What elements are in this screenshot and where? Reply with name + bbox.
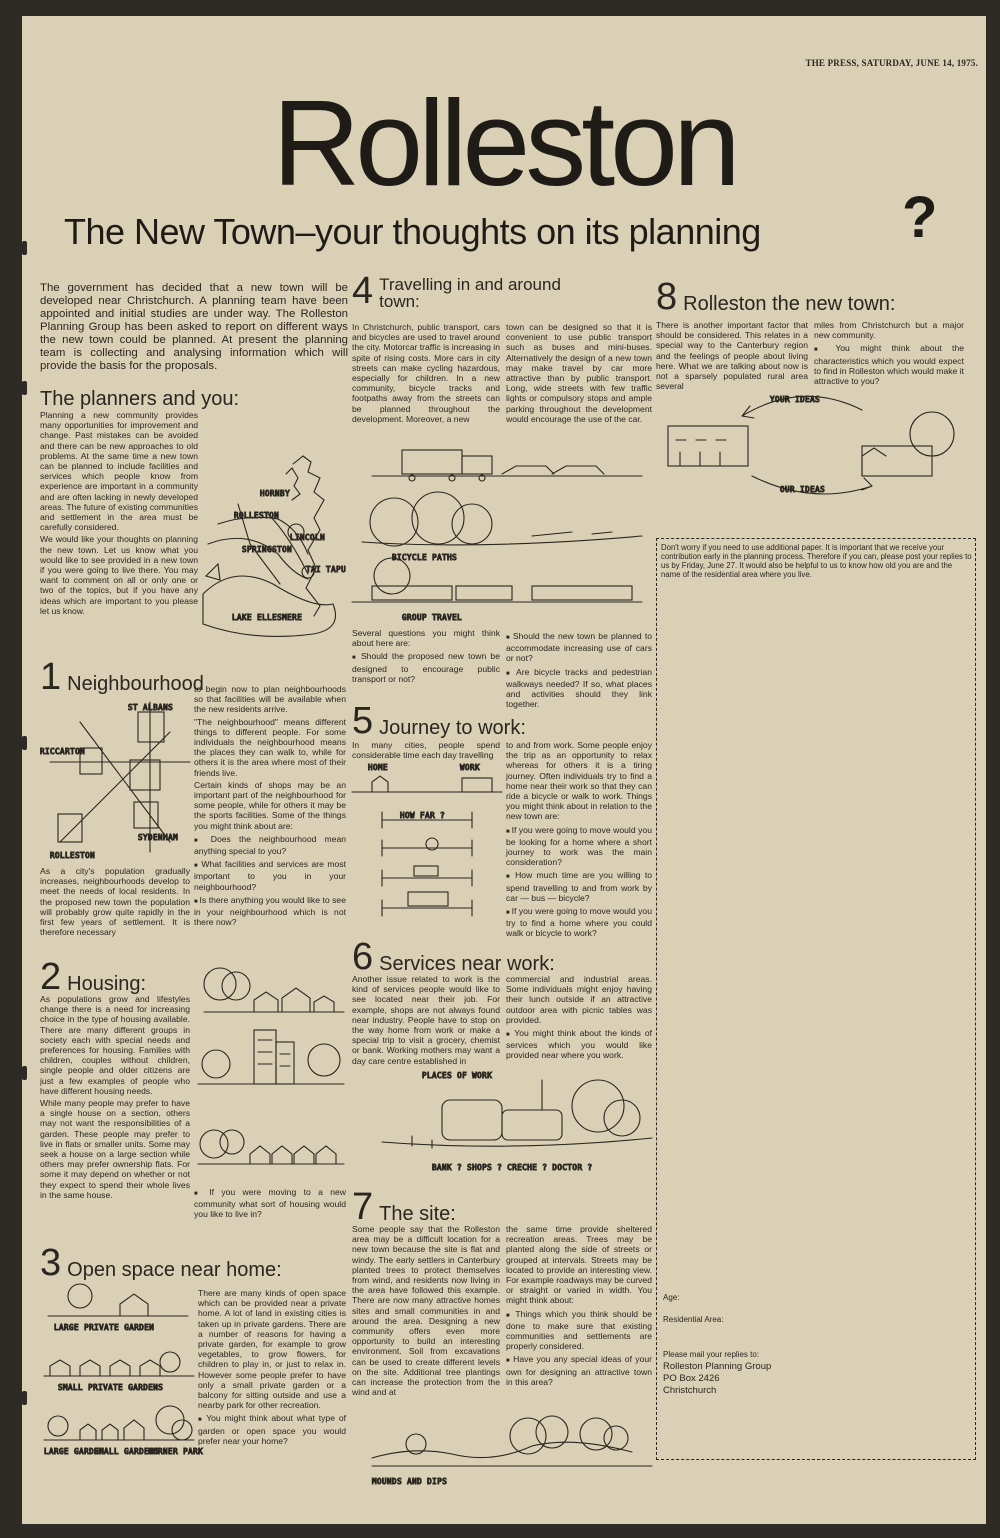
- section-number: 3: [40, 1242, 62, 1284]
- sketch-label: YOUR IDEAS: [770, 395, 821, 404]
- sketch-label: GROUP TRAVEL: [402, 613, 463, 622]
- section-1-left-text: As a city's population gradually increases, neighbourhoods develop to meet the needs of local residents. In the proposed new town the population will probably grow quite rapidly in the first few years of settlement. It is therefore necessary: [40, 866, 190, 938]
- section-4-column-2: town can be designed so that it is convenient to use public transport such as buses and mini-buses. Alternatively the design of a new town may make travel by car more attractive than by public transport. Long, wide streets with few traffic lights or compulsory stops and ample parking throughout the development would encourage the use of the car.: [506, 322, 652, 424]
- section-2-heading: [40, 958, 146, 996]
- section-6-heading: [352, 938, 555, 976]
- housing-sketches: [194, 964, 346, 1176]
- section-number: 8: [656, 276, 678, 318]
- neighbourhood-map-sketch: [40, 702, 190, 862]
- subtitle: The New Town–your thoughts on its planning: [64, 211, 761, 252]
- age-label: Age:: [663, 1293, 680, 1302]
- question: ■ If you were moving to a new community what sort of housing would you like to live in?: [194, 1187, 346, 1220]
- question: ■ If you were going to move would you try to find a home where you could walk or bicycle to work?: [506, 906, 652, 939]
- sketch-label: CORNER PARK: [148, 1447, 204, 1456]
- paragraph: "The neighbourhood" means different things to different people. For some individuals the neighbourhood means the places they can walk to, while for others it is the area where most of their friends live.: [194, 716, 346, 778]
- map-label: HORNBY: [260, 489, 291, 498]
- section-number: 2: [40, 956, 62, 998]
- sketch-label: SMALL PRIVATE GARDENS: [58, 1383, 164, 1392]
- region-map-sketch: [198, 444, 348, 644]
- section-8-heading: [656, 278, 895, 316]
- question: ■ You might think about the characteristics which you would expect to find in Rolleston which would make it attractive to you?: [814, 343, 964, 386]
- sketch-label: MOUNDS AND DIPS: [372, 1477, 448, 1486]
- section-6-column-2: [506, 974, 652, 1064]
- sketch-label: HOW FAR ?: [400, 811, 446, 820]
- planners-paragraph: Planning a new community provides many opportunities for improvement and change. Past mistakes can be avoided and there can be new approaches to old problems. At the same time a new town can be planned to include facilities and services which people know from experience are important in a community and are often lacking in newly developed areas. The future of existing communities and settlement in the area must be carefully considered.: [40, 410, 198, 533]
- planners-text: [40, 410, 198, 618]
- mail-intro: Please mail your replies to:: [663, 1350, 760, 1359]
- section-8-column-2: [814, 320, 964, 389]
- question: ■ Does the neighbourhood mean anything special to you?: [194, 834, 346, 856]
- section-number: 7: [352, 1186, 374, 1228]
- paragraph: miles from Christchurch but a major new community.: [814, 320, 964, 341]
- planners-heading: The planners and you:: [40, 388, 240, 410]
- section-1-text: [194, 684, 346, 930]
- journey-sketches: [352, 762, 502, 922]
- masthead-title: Rolleston: [272, 75, 736, 211]
- section-title: Services near work:: [379, 953, 555, 975]
- section-number: 1: [40, 656, 62, 698]
- sketch-label: SMALL GARDENS: [94, 1447, 160, 1456]
- residential-area-label: Residential Area:: [663, 1315, 724, 1324]
- sketch-label: HOME: [368, 763, 389, 772]
- paragraph: Several questions you might think about here are:: [352, 628, 500, 649]
- section-7-heading: [352, 1188, 456, 1226]
- section-5-heading: [352, 702, 526, 740]
- section-7-column-2: [506, 1224, 652, 1390]
- section-6-column-1: Another issue related to work is the kind of services people would like to see located near their job. For example, shops are not always found near industry. People have to stop on the way home from work or make a special trip to visit a grocery, chemist or bank. Working mothers may want a day care centre established in: [352, 974, 500, 1066]
- paragraph: the same time provide sheltered recreation areas. Trees may be planted along the side of streets or grouped at intervals. Streets may be located to provide an interesting view. For example roadways may be curved or straight or varied in width. You might think about:: [506, 1224, 652, 1306]
- map-label: SYDENHAM: [138, 833, 179, 842]
- section-2-text: [40, 994, 190, 1202]
- paragraph: While many people may prefer to have a single house on a section, others may not want the responsibilities of a garden. These people may prefer to live in flats or smaller units. Some may seek a house on a large section while others may prefer ownership flats. For some it may depend on whether or not they expect to spend their whole lives in the same house.: [40, 1098, 190, 1200]
- section-5-column-2: [506, 740, 652, 942]
- section-title: The site:: [379, 1203, 456, 1225]
- section-title: Neighbourhood: [67, 673, 204, 695]
- question: ■ What facilities and services are most important to you in your neighbourhood?: [194, 859, 346, 892]
- paragraph: As populations grow and lifestyles change there is a need for increasing choice in the type of housing available. There are many different groups in society each with special needs and preferences for housing. Families with children, couples without children, single people and older citizens are just a few examples of people who have different housing needs.: [40, 994, 190, 1096]
- transport-sketches: [352, 446, 652, 622]
- question: ■ Should the proposed new town be designed to encourage public transport or not?: [352, 651, 500, 684]
- map-label: RICCARTON: [40, 747, 86, 756]
- section-number: 5: [352, 700, 374, 742]
- sketch-label: PLACES OF WORK: [422, 1071, 493, 1080]
- places-of-work-sketch: [352, 1066, 652, 1176]
- question: ■ If you were going to move would you be looking for a home where a short journey to work was the main consideration?: [506, 825, 652, 868]
- question: ■ Are bicycle tracks and pedestrian walkways needed? If so, what places and activities should they link together.: [506, 667, 652, 710]
- question: ■ Things which you think should be done to make sure that existing communities and settlements are properly considered.: [506, 1309, 652, 1352]
- section-title: Open space near home:: [67, 1259, 282, 1281]
- paragraph: to begin now to plan neighbourhoods so that facilities will be available when the new residents arrive.: [194, 684, 346, 715]
- paragraph: commercial and industrial areas. Some individuals might enjoy having their lunch outside if an attractive outdoor area with picnic tables was provided.: [506, 974, 652, 1025]
- address-line: Christchurch: [663, 1385, 717, 1396]
- section-4-heading: [352, 272, 579, 310]
- planners-paragraph: We would like your thoughts on planning the new town. Let us know what you would like to see provided in a new town if you were going to live there. You may want to comment on all or only one or two of the topics, but if you have any ideas which are important to you please let us know.: [40, 534, 198, 616]
- dateline: THE PRESS, SATURDAY, JUNE 14, 1975.: [805, 58, 978, 68]
- section-title: Housing:: [67, 973, 147, 995]
- reply-form-box: [656, 538, 976, 1460]
- address-line: Rolleston Planning Group: [663, 1361, 772, 1372]
- paragraph: Certain kinds of shops may be an important part of the neighbourhood for some people, while for others it may be the sports facilities. Some of the things you might think about are:: [194, 779, 346, 831]
- section-2-questions: [194, 1184, 346, 1223]
- section-3-heading: [40, 1244, 282, 1282]
- map-label: SPRINGSTON: [242, 545, 293, 554]
- ideas-exchange-sketch: [662, 380, 972, 520]
- paragraph: to and from work. Some people enjoy the trip as an opportunity to relax whereas for others it is a tiring journey. Often individuals try to find a home near their work so that they can ride a bicycle or walk to work. Things you might think about in relation to the new town are:: [506, 740, 652, 822]
- section-number: 6: [352, 936, 374, 978]
- sketch-label: BICYCLE PATHS: [392, 553, 458, 562]
- question: ■ Is there anything you would like to see in your neighbourhood which is not there now?: [194, 895, 346, 928]
- sketch-label: LARGE GARDEN: [44, 1447, 105, 1456]
- mounds-and-dips-sketch: [352, 1410, 652, 1490]
- intro-paragraph: The government has decided that a new town will be developed near Christchurch. A planning team have been appointed and initial studies are under way. The Rolleston Planning Group has been asked to report on different ways the new town could be planned. At present the planning team is collecting and analysing information which will provide the basis for the proposals.: [40, 282, 348, 372]
- section-1-heading: [40, 658, 204, 696]
- sketch-label: OUR IDEAS: [780, 485, 826, 494]
- section-4-questions-left: [352, 628, 500, 687]
- section-title: Journey to work:: [379, 717, 526, 739]
- map-label: LAKE ELLESMERE: [232, 613, 303, 622]
- paragraph: There are many kinds of open space which can be provided near a private home. A lot of land in existing cities is taken up in private gardens. There are a number of reasons for having a private garden, for example to grow vegetables, to grow flowers, for children to play in, or just to relax in. However some people prefer to have only a small private garden or a balcony for sitting outside and use a nearby park for other recreation.: [198, 1288, 346, 1411]
- map-label: ROLLESTON: [50, 851, 96, 860]
- sketch-label: LARGE PRIVATE GARDEN: [54, 1323, 155, 1332]
- section-title: Travelling in and around town:: [379, 275, 561, 311]
- question: ■ You might think about what type of garden or open space you would prefer near your home?: [198, 1413, 346, 1446]
- question: ■ Have you any special ideas of your own for designing an attractive town in this area?: [506, 1354, 652, 1387]
- map-label: ST ALBANS: [128, 703, 174, 712]
- question: ■ You might think about the kinds of services which you would like provided near where you work.: [506, 1028, 652, 1061]
- sketch-label: WORK: [460, 763, 481, 772]
- address-line: PO Box 2426: [663, 1373, 720, 1384]
- section-4-column-1: In Christchurch, public transport, cars and bicycles are used to travel around the city. Motorcar traffic is increasing in spite of rising costs. More cars in city streets can make cycling hazardous, especially for children. In a new community, bicycle tracks and footpaths away from the streets can be planned throughout the development. Moreover, a new: [352, 322, 500, 424]
- form-instructions: Don't worry if you need to use additional paper. It is important that we receive your contribution early in the planning process. Therefore if you can, please post your replies to us by Friday, June 27. It would also be helpful to us to know how old you are and the name of the residential area where you live.: [661, 543, 972, 579]
- question: ■ Should the new town be planned to accommodate increasing use of cars or not?: [506, 631, 652, 664]
- section-number: 4: [352, 270, 374, 312]
- map-label: TAI TAPU: [306, 565, 347, 574]
- newspaper-page: [22, 16, 986, 1524]
- open-space-sketches: [40, 1280, 204, 1480]
- sketch-label: BANK ? SHOPS ? CRECHE ? DOCTOR ?: [432, 1163, 593, 1172]
- section-5-column-1: In many cities, people spend considerable time each day travelling: [352, 740, 500, 761]
- section-title: Rolleston the new town:: [683, 293, 896, 315]
- section-3-text: [198, 1288, 346, 1449]
- section-4-questions-right: [506, 628, 652, 712]
- section-7-column-1: Some people say that the Rolleston area may be a difficult location for a new town because the site is flat and windy. The early settlers in Canterbury planted trees to protect themselves from wind, and residents now living in the area have followed this example. There are now many attractive homes sites and small communities in and around the area. Designing a new community offers even more opportunity to build an interesting environment. Soil from excavations can be used to create different levels on the site. Additional tree plantings can increase the protection from the wind and at: [352, 1224, 500, 1398]
- question: ■ How much time are you willing to spend travelling to and from work by car — bus — bicycle?: [506, 870, 652, 903]
- subtitle-question-mark: ?: [902, 185, 938, 250]
- map-label: LINCOLN: [290, 533, 326, 542]
- section-8-column-1: There is another important factor that should be considered. This relates in a special way to the Canterbury region and the feelings of people about living here. What we are talking about now is not a sparsely populated rural area several: [656, 320, 808, 392]
- map-label: ROLLESTON: [234, 511, 280, 520]
